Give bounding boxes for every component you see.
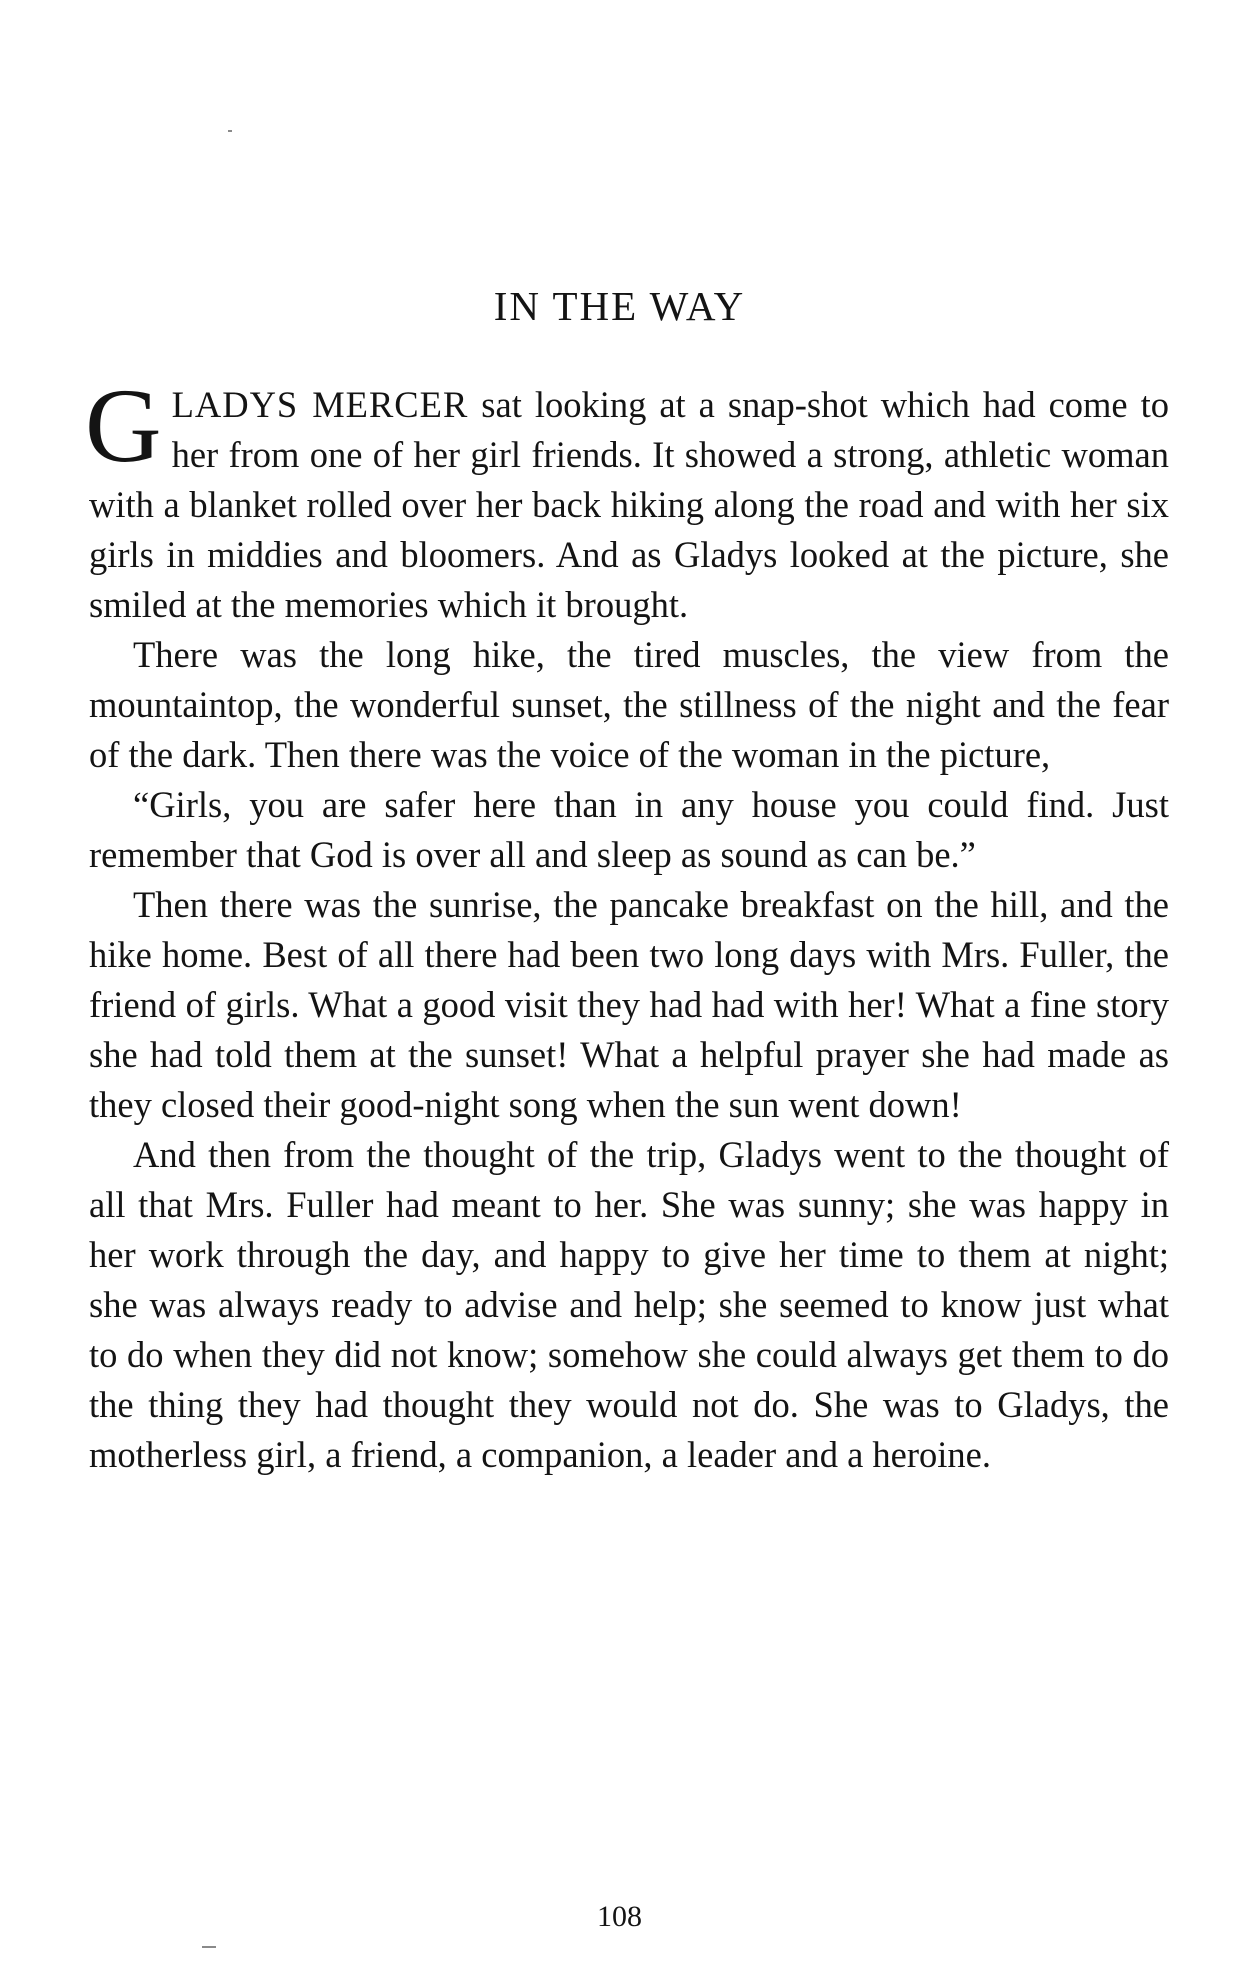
paragraph-3: “Girls, you are safer here than in any house you could find. Just remember that God is over all and sleep as sound as can be.” [89,784,1169,875]
chapter-body [85,367,1170,1480]
opening-words: LADYS MERCER [171,384,469,425]
paper-speck [228,130,232,132]
paragraph-1-text: sat looking at a snap-shot which had come to her from one of her girl friends. It showed a strong, athletic woman with a blanket rolled over her back hiking along the road and with her six girls in middies and bloomers. And as Gladys looked at the picture, she smiled at the memories which it brought. [89,384,1170,625]
paragraph-1 [85,367,1170,630]
drop-cap: G [85,367,162,484]
paragraph-4: Then there was the sunrise, the pancake breakfast on the hill, and the hike home. Best of all there had been two long days with Mrs. Fuller, the friend of girls. What a good visit they had had with her! What a fine story she had told them at the sunset! What a helpful prayer she had made as they closed their good-night song when the sun went down! [89,884,1169,1125]
chapter-title: IN THE WAY [493,283,746,329]
paragraph-5: And then from the thought of the trip, Gladys went to the thought of all that Mrs. Fuller had meant to her. She was sunny; she was happy in her work through the day, and happy to give her time to them at night; she was always ready to advise and help; she seemed to know just what to do when they did not know; somehow she could always get them to do the thing they had thought they would not do. She was to Gladys, the motherless girl, a friend, a companion, a leader and a heroine. [89,1134,1169,1475]
paragraph-2: There was the long hike, the tired muscles, the view from the mountaintop, the wonderful sunset, the stillness of the night and the fear of the dark. Then there was the voice of the woman in the picture, [89,634,1169,775]
page-number: 108 [597,1900,642,1933]
paper-speck [202,1946,216,1948]
